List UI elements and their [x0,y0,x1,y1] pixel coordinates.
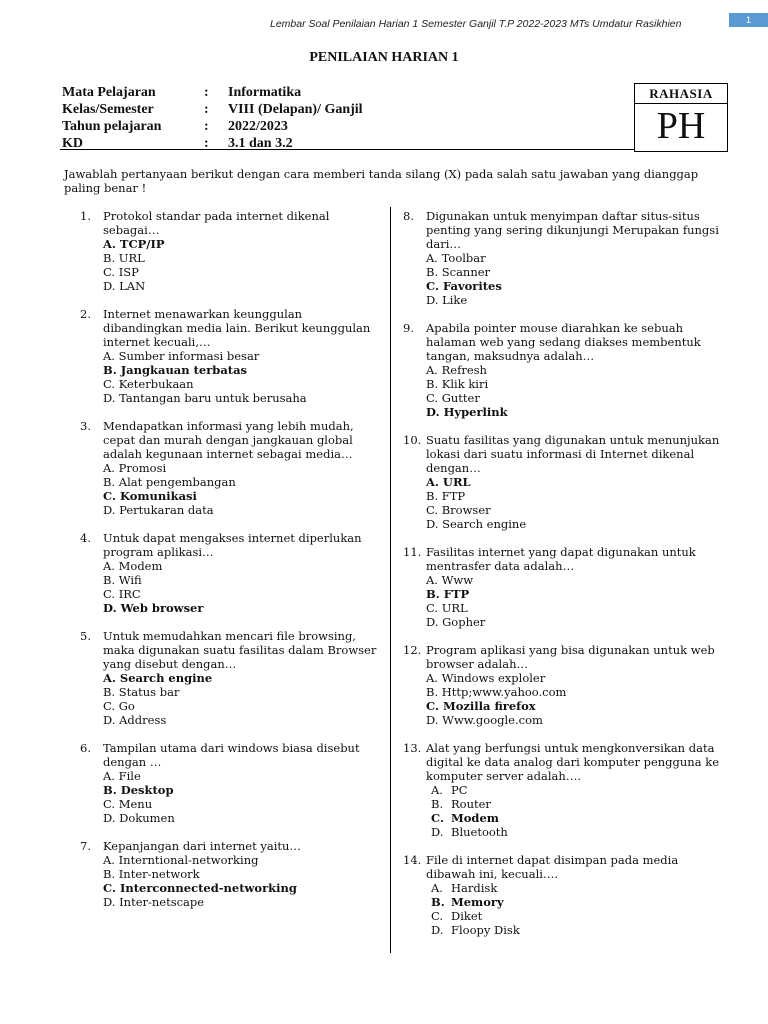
question-item [80,531,380,615]
answer-option: B. Status bar [103,685,180,699]
answer-option: D. Dokumen [103,811,175,825]
question-stem [80,307,380,349]
meta-row [62,84,363,101]
answer-option: C. Gutter [426,391,480,405]
question-item [403,321,731,419]
answer-option-correct: A. TCP/IP [103,237,165,251]
answer-option-correct: C. Komunikasi [103,489,197,503]
meta-label: Tahun pelajaran [62,119,162,134]
question-text: Program aplikasi yang bisa digunakan untuk web browser adalah… [426,643,715,671]
questions-left-column [80,209,380,923]
answer-option-correct [403,895,731,909]
answer-option: A. Windows exploler [426,671,546,685]
answer-option [403,783,731,797]
answer-option: D. LAN [103,279,146,293]
answer-option: B. Http;www.yahoo.com [426,685,567,699]
question-stem [403,741,731,783]
question-number: 8. [403,209,414,223]
question-item [80,419,380,517]
meta-value: 2022/2023 [228,119,288,134]
question-text: Apabila pointer mouse diarahkan ke sebuah halaman web yang sedang diakses membentuk tangan, maksudnya adalah… [426,321,701,363]
question-stem [403,853,731,881]
question-text: Protokol standar pada internet dikenal sebagai… [103,209,330,237]
question-stem [403,643,731,671]
answer-option: B. Wifi [103,573,142,587]
meta-label: KD [62,136,83,151]
option-letter: A. [431,783,443,797]
meta-colon: : [204,102,209,117]
question-text: Tampilan utama dari windows biasa disebut dengan … [103,741,360,769]
question-number: 4. [80,531,91,545]
question-number: 13. [403,741,422,755]
question-item [403,643,731,727]
answer-option-correct: B. Desktop [103,783,174,797]
option-text: Hardisk [451,881,498,895]
answer-option-correct [403,811,731,825]
question-item [403,433,731,531]
answer-option: A. File [103,769,141,783]
question-item [403,741,731,839]
answer-option [403,923,731,937]
option-text: Memory [451,895,504,909]
column-divider [390,207,391,953]
question-text: Alat yang berfungsi untuk mengkonversikan data digital ke data analog dari komputer pengguna ke komputer server adalah…. [426,741,719,783]
question-text: File di internet dapat disimpan pada media dibawah ini, kecuali…. [426,853,679,881]
question-number: 10. [403,433,422,447]
meta-colon: : [204,119,209,134]
page-title: PENILAIAN HARIAN 1 [309,50,459,65]
option-letter: B. [431,895,445,909]
option-text: Diket [451,909,483,923]
question-number: 6. [80,741,91,755]
option-letter: D. [431,825,444,839]
meta-value: VIII (Delapan)/ Ganjil [228,102,363,117]
option-letter: C. [431,811,444,825]
answer-option: B. Inter-network [103,867,200,881]
question-item [80,629,380,727]
answer-option: B. FTP [426,489,466,503]
answer-option-correct: B. Jangkauan terbatas [103,363,248,377]
question-item [80,839,380,909]
question-number: 3. [80,419,91,433]
answer-option: B. URL [103,251,145,265]
instruction-text: Jawablah pertanyaan berikut dengan cara memberi tanda silang (X) pada salah satu jawaban yang dianggap paling benar ! [64,167,699,195]
option-text: Router [451,797,491,811]
answer-option: D. Gopher [426,615,486,629]
answer-option [403,881,731,895]
option-letter: C. [431,909,444,923]
answer-option-correct: A. URL [426,475,471,489]
answer-option-correct: A. Search engine [103,671,213,685]
question-stem [403,321,731,363]
answer-option-correct: C. Interconnected-networking [103,881,297,895]
question-number: 9. [403,321,414,335]
question-text: Kepanjangan dari internet yaitu… [103,839,301,853]
meta-value: Informatika [228,85,302,100]
question-number: 12. [403,643,422,657]
question-text: Fasilitas internet yang dapat digunakan untuk mentrasfer data adalah… [426,545,696,573]
question-number: 14. [403,853,422,867]
question-stem [80,419,380,461]
answer-option: C. Go [103,699,135,713]
question-item [403,209,731,307]
answer-option: A. Refresh [426,363,487,377]
option-text: Floopy Disk [451,923,520,937]
answer-option: C. ISP [103,265,139,279]
option-letter: A. [431,881,443,895]
answer-option [403,825,731,839]
meta-row [62,101,363,118]
answer-option: A. Www [426,573,474,587]
running-header: Lembar Soal Penilaian Harian 1 Semester Ganjil T.P 2022-2023 MTs Umdatur Rasikhien [270,18,682,30]
meta-row [62,118,363,135]
exam-meta [62,84,363,152]
question-stem [80,839,380,853]
question-text: Suatu fasilitas yang digunakan untuk menunjukan lokasi dari suatu informasi di Internet dikenal dengan… [426,433,720,475]
question-item [403,853,731,937]
exam-code: PH [656,105,706,147]
confidential-badge [634,83,728,152]
question-stem [403,545,731,573]
answer-option: C. Keterbukaan [103,377,194,391]
meta-colon: : [204,85,209,100]
question-number: 5. [80,629,91,643]
answer-option: D. Like [426,293,468,307]
question-stem [403,433,731,475]
meta-value: 3.1 dan 3.2 [228,136,293,151]
answer-option: C. IRC [103,587,141,601]
option-letter: D. [431,923,444,937]
answer-option-correct: C. Favorites [426,279,502,293]
answer-option: A. Promosi [103,461,167,475]
answer-option: C. Browser [426,503,491,517]
answer-option: D. Inter-netscape [103,895,205,909]
question-text: Internet menawarkan keunggulan dibandingkan media lain. Berikut keunggulan internet kecuali,… [103,307,371,349]
answer-option: D. Tantangan baru untuk berusaha [103,391,307,405]
answer-option: A. Toolbar [426,251,486,265]
answer-option: B. Scanner [426,265,491,279]
answer-option: A. Sumber informasi besar [103,349,260,363]
meta-divider [60,149,634,150]
answer-option-correct: B. FTP [426,587,470,601]
question-stem [80,209,380,237]
answer-option: D. Pertukaran data [103,503,214,517]
answer-option: D. Search engine [426,517,527,531]
meta-label: Mata Pelajaran [62,85,156,100]
meta-label: Kelas/Semester [62,102,154,117]
answer-option: B. Alat pengembangan [103,475,236,489]
question-item [80,307,380,405]
answer-option-correct: D. Hyperlink [426,405,508,419]
question-number: 11. [403,545,422,559]
answer-option [403,909,731,923]
option-letter: B. [431,797,444,811]
answer-option-correct: C. Mozilla firefox [426,699,536,713]
question-item [80,209,380,293]
answer-option: D. Address [103,713,167,727]
question-number: 7. [80,839,91,853]
question-item [403,545,731,629]
answer-option-correct: D. Web browser [103,601,204,615]
option-text: Bluetooth [451,825,508,839]
answer-option: C. Menu [103,797,153,811]
option-text: PC [451,783,468,797]
confidential-label: RAHASIA [635,84,727,104]
meta-colon: : [204,136,209,151]
option-text: Modem [451,811,499,825]
questions-right-column [403,209,731,951]
question-stem [80,531,380,559]
answer-option: B. Klik kiri [426,377,489,391]
answer-option [403,797,731,811]
question-text: Mendapatkan informasi yang lebih mudah, cepat dan murah dengan jangkauan global adalah kegunaan internet sebagai media… [103,419,354,461]
question-number: 1. [80,209,91,223]
answer-option: D. Www.google.com [426,713,543,727]
question-stem [403,209,731,251]
answer-option: A. Interntional-networking [103,853,259,867]
question-text: Untuk dapat mengakses internet diperlukan program aplikasi… [103,531,362,559]
page-number: 1 [729,13,768,27]
question-stem [80,629,380,671]
answer-option: C. URL [426,601,468,615]
question-stem [80,741,380,769]
question-text: Digunakan untuk menyimpan daftar situs-situs penting yang sering dikunjungi Merupakan fungsi dari… [426,209,719,251]
question-number: 2. [80,307,91,321]
question-text: Untuk memudahkan mencari file browsing, maka digunakan suatu fasilitas dalam Browser yang disebut dengan… [103,629,377,671]
answer-option: A. Modem [103,559,163,573]
question-item [80,741,380,825]
